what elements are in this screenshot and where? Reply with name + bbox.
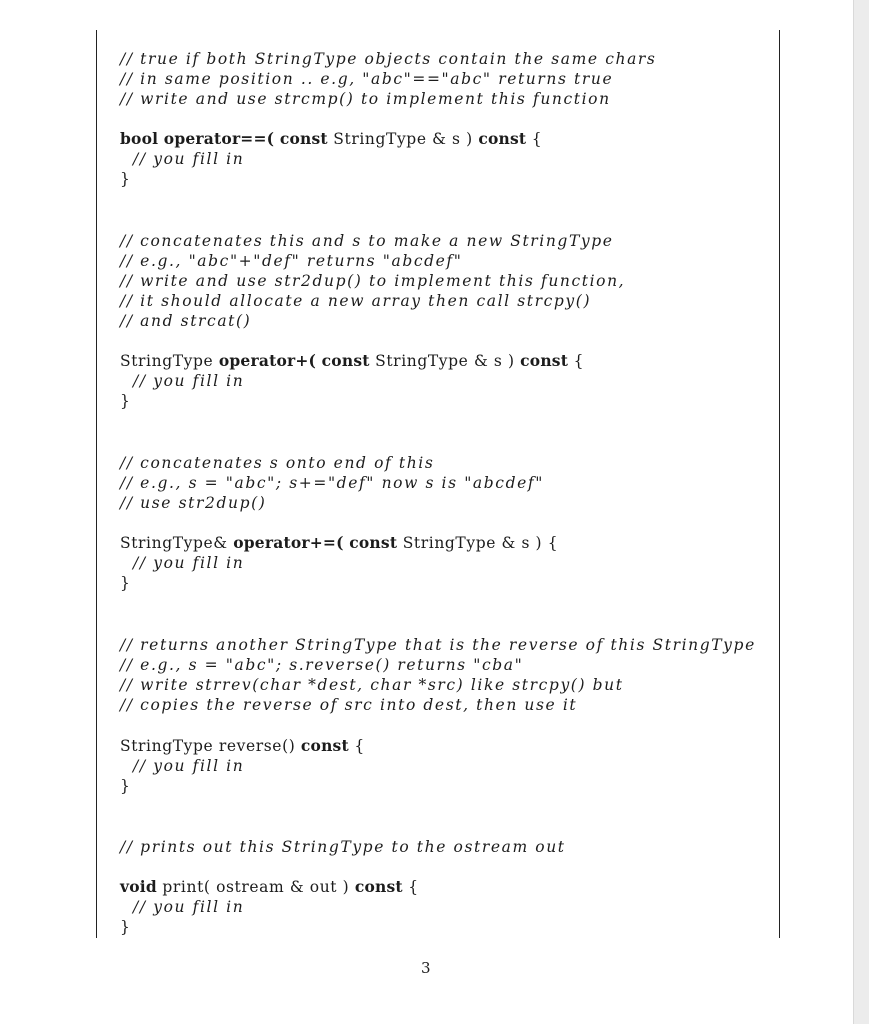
- code-frame-left-rule: [96, 30, 97, 938]
- code-comment-line: // it should allocate a new array then call strcpy(): [120, 292, 592, 310]
- code-keyword: const: [343, 533, 398, 552]
- code-text: StringType: [120, 352, 219, 370]
- code-text: StringType reverse(): [120, 737, 301, 755]
- code-line: [120, 129, 542, 149]
- code-text: }: [120, 574, 131, 592]
- code-line: [120, 533, 558, 553]
- code-line: [120, 169, 130, 189]
- code-comment-line: // you fill in: [120, 898, 245, 916]
- code-text: {: [348, 737, 365, 755]
- code-comment-line: // you fill in: [120, 372, 245, 390]
- code-line: [120, 917, 130, 937]
- code-comment-line: // and strcat(): [120, 312, 252, 330]
- code-text: }: [120, 918, 131, 936]
- code-keyword: const: [478, 129, 527, 148]
- code-frame-right-rule: [779, 30, 780, 938]
- code-text: print( ostream & out ): [156, 878, 355, 896]
- code-comment-line: // write and use strcmp() to implement this function: [120, 90, 611, 108]
- code-comment-line: // you fill in: [120, 150, 245, 168]
- code-text: }: [120, 392, 131, 410]
- code-comment-line: // concatenates s onto end of this: [120, 454, 435, 472]
- code-keyword: operator+(: [218, 351, 317, 370]
- code-text: }: [120, 777, 131, 795]
- code-keyword: const: [354, 877, 403, 896]
- code-text: }: [120, 170, 131, 188]
- code-keyword: operator+=(: [233, 533, 344, 552]
- code-text: StringType & s ) {: [397, 534, 559, 552]
- page-number: 3: [421, 959, 431, 977]
- code-comment-line: // in same position .. e.g, "abc"=="abc" returns true: [120, 70, 614, 88]
- code-line: [120, 736, 365, 756]
- code-line: [120, 776, 130, 796]
- code-comment-line: // you fill in: [120, 757, 245, 775]
- code-keyword: bool operator==(: [120, 129, 275, 148]
- code-keyword: const: [274, 129, 328, 148]
- code-comment-line: // prints out this StringType to the ostream out: [120, 838, 566, 856]
- code-comment-line: // write strrev(char *dest, char *src) like strcpy() but: [120, 676, 624, 694]
- code-text: {: [402, 878, 419, 896]
- code-comment-line: // write and use str2dup() to implement this function,: [120, 272, 626, 290]
- code-keyword: const: [300, 736, 349, 755]
- code-text: StringType & s ): [369, 352, 521, 370]
- code-text: {: [526, 130, 543, 148]
- code-text: StringType&: [120, 534, 234, 552]
- code-comment-line: // you fill in: [120, 554, 245, 572]
- code-keyword: const: [520, 351, 569, 370]
- code-comment-line: // copies the reverse of src into dest, then use it: [120, 696, 578, 714]
- code-line: [120, 391, 130, 411]
- code-comment-line: // e.g., "abc"+"def" returns "abcdef": [120, 252, 463, 270]
- code-comment-line: // true if both StringType objects contain the same chars: [120, 50, 657, 68]
- code-comment-line: // e.g., s = "abc"; s+="def" now s is "abcdef": [120, 474, 544, 492]
- code-comment-line: // use str2dup(): [120, 494, 267, 512]
- code-line: [120, 877, 419, 897]
- vertical-scrollbar[interactable]: [853, 0, 869, 1024]
- code-comment-line: // returns another StringType that is the reverse of this StringType: [120, 636, 756, 654]
- code-text: {: [568, 352, 585, 370]
- code-line: [120, 573, 130, 593]
- code-line: [120, 351, 584, 371]
- code-keyword: const: [316, 351, 370, 370]
- code-comment-line: // concatenates this and s to make a new StringType: [120, 232, 614, 250]
- code-keyword: void: [120, 877, 157, 896]
- code-text: StringType & s ): [327, 130, 479, 148]
- code-comment-line: // e.g., s = "abc"; s.reverse() returns "cba": [120, 656, 524, 674]
